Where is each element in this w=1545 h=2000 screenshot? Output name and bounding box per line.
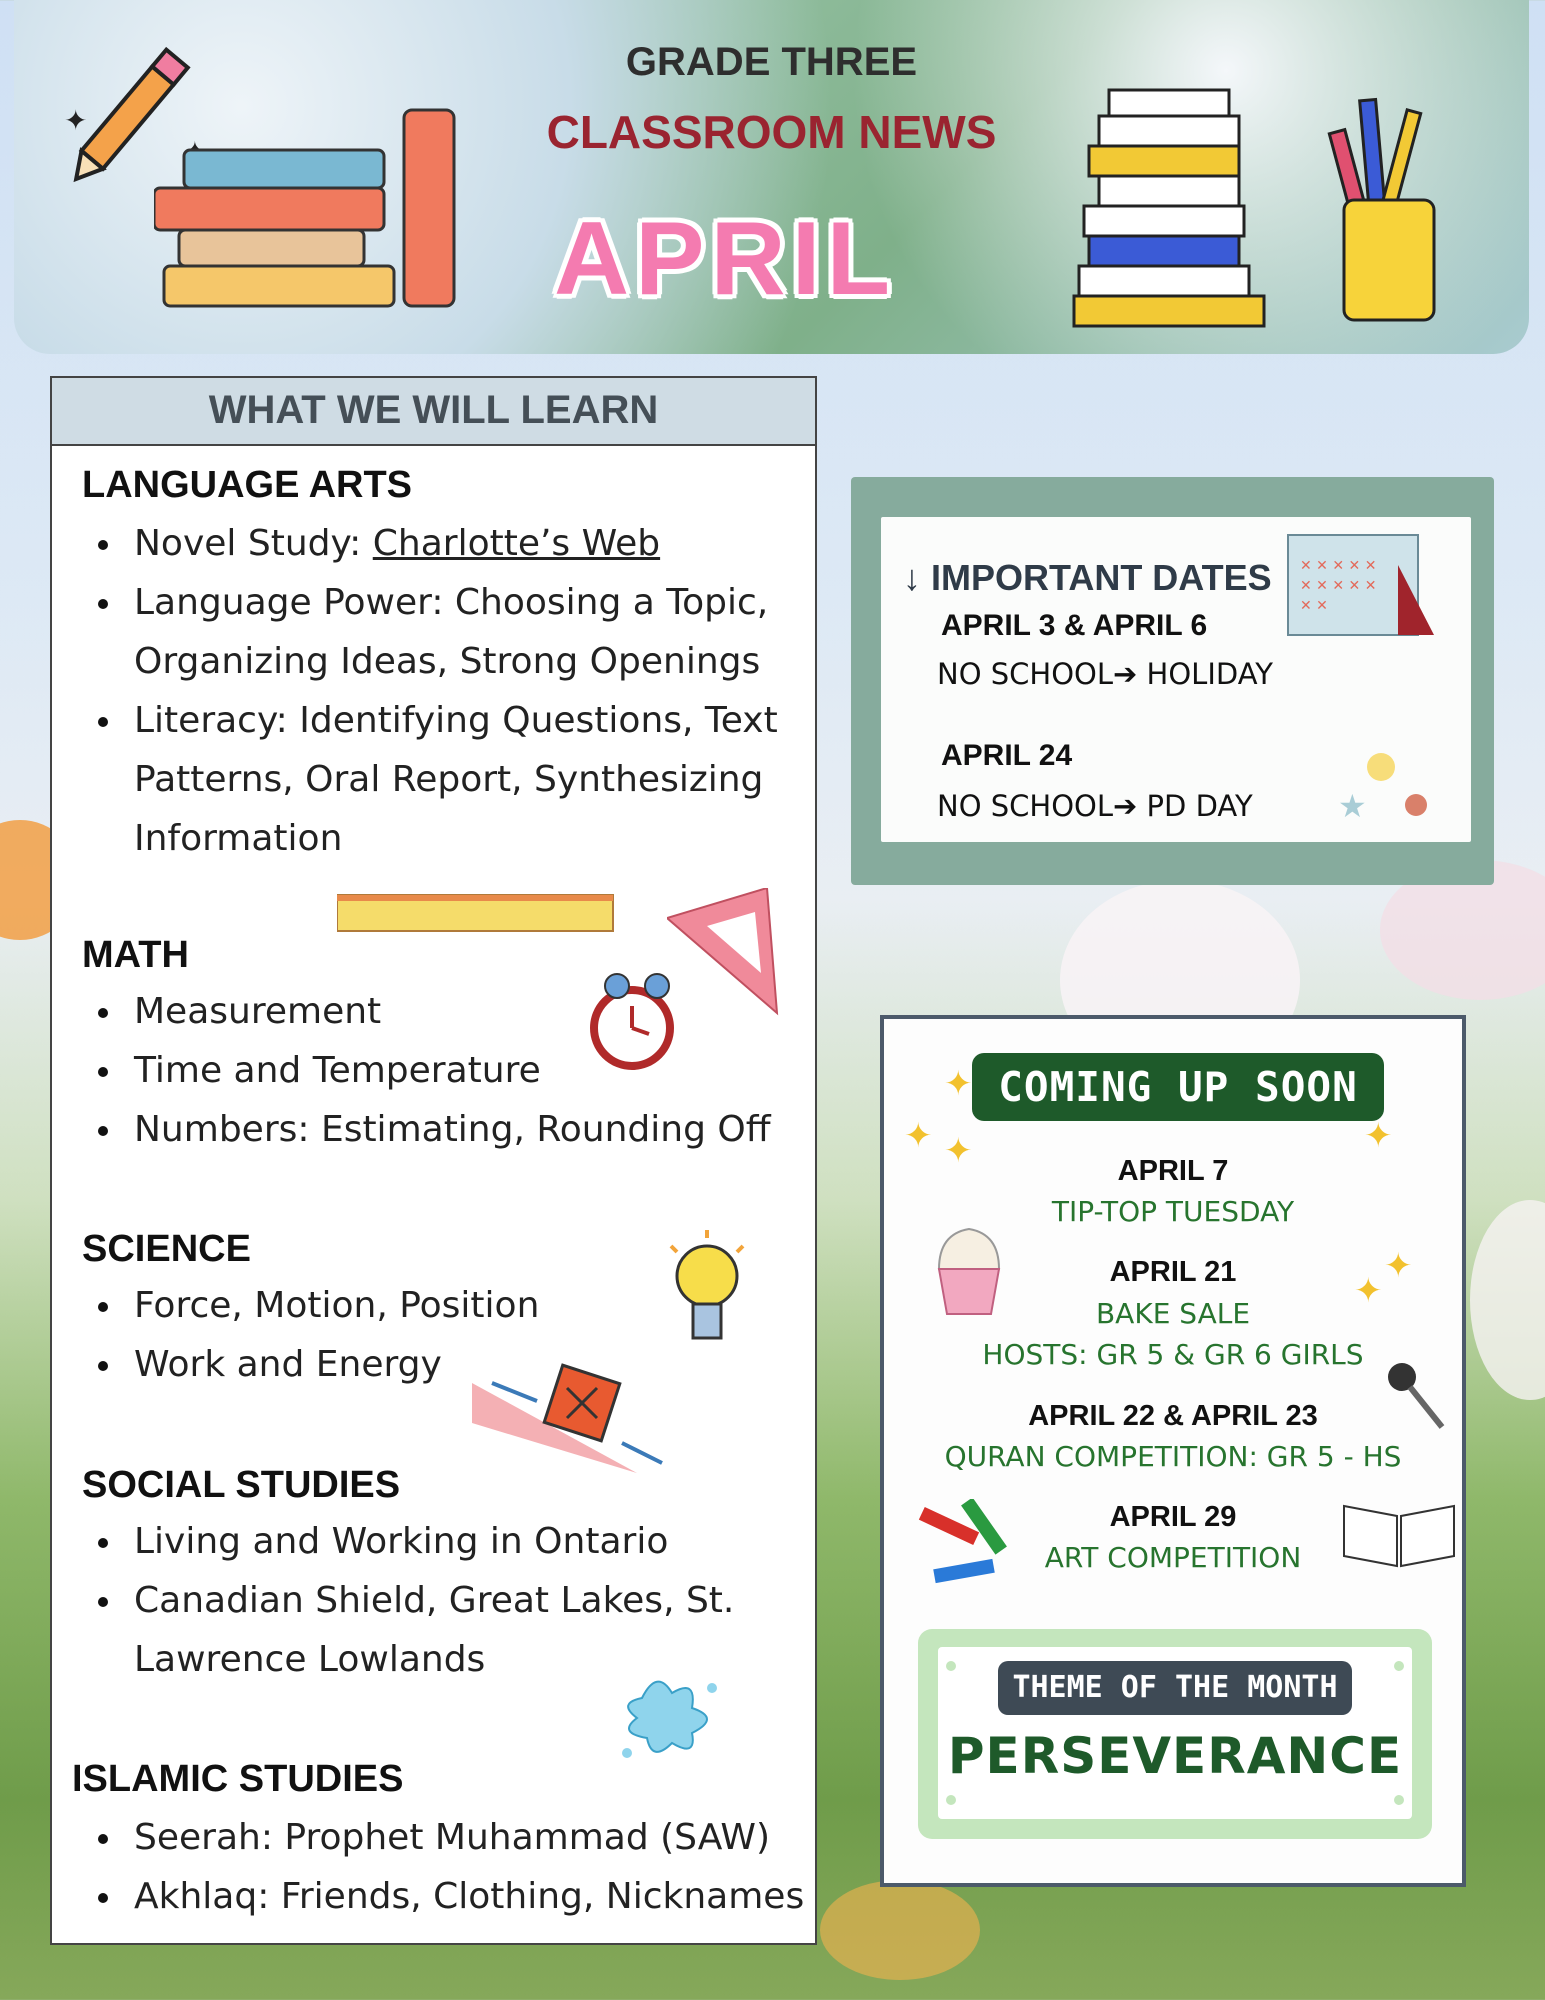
open-book-icon bbox=[1339, 1491, 1459, 1571]
list-item-text: Literacy: Identifying Questions, Text bbox=[134, 700, 778, 741]
sparkle-icon: ✦ bbox=[1384, 1246, 1413, 1286]
important-dates-board bbox=[851, 477, 1494, 885]
list-item: Numbers: Estimating, Rounding Off bbox=[134, 1100, 771, 1159]
list-item: Work and Energy bbox=[134, 1335, 539, 1394]
event-date: APRIL 29 bbox=[1109, 1501, 1237, 1533]
list-item: Living and Working in Ontario bbox=[134, 1512, 734, 1571]
sparkle-icon: ✦ bbox=[904, 1116, 933, 1156]
svg-text:✕ ✕ ✕ ✕ ✕: ✕ ✕ ✕ ✕ ✕ bbox=[1300, 558, 1377, 574]
svg-text:✕ ✕ ✕ ✕ ✕: ✕ ✕ ✕ ✕ ✕ bbox=[1300, 578, 1377, 594]
learning-panel bbox=[50, 376, 817, 1945]
event-date: APRIL 7 bbox=[1117, 1155, 1229, 1187]
subject-math: MATH bbox=[82, 934, 189, 976]
list-item: Measurement bbox=[134, 982, 771, 1041]
header-newsletter-title: CLASSROOM NEWS bbox=[546, 106, 997, 158]
learning-panel-heading: WHAT WE WILL LEARN bbox=[52, 378, 815, 446]
cupcake-icon bbox=[929, 1219, 1009, 1319]
theme-word: PERSEVERANCE bbox=[947, 1727, 1403, 1785]
list-item-text: Patterns, Oral Report, Synthesizing bbox=[134, 759, 764, 800]
card-pin bbox=[1394, 1795, 1404, 1805]
svg-text:★: ★ bbox=[1338, 787, 1367, 825]
star-decoration-icon bbox=[1336, 747, 1436, 827]
list-item bbox=[134, 573, 778, 691]
subject-islamic-studies: ISLAMIC STUDIES bbox=[72, 1758, 404, 1800]
inclined-plane-icon bbox=[472, 1363, 672, 1483]
date-entry: APRIL 3 & APRIL 6 bbox=[941, 609, 1208, 642]
event-name: TIP-TOP TUESDAY bbox=[1051, 1195, 1295, 1228]
event-date: APRIL 21 bbox=[1109, 1256, 1237, 1288]
subject-social-studies: SOCIAL STUDIES bbox=[82, 1464, 401, 1506]
date-note: NO SCHOOL➔ HOLIDAY bbox=[937, 657, 1273, 691]
list-item-text: Organizing Ideas, Strong Openings bbox=[134, 641, 761, 682]
list-item-text: Language Power: Choosing a Topic, bbox=[134, 582, 769, 623]
water-splash-icon bbox=[612, 1658, 732, 1778]
list-item-text: Information bbox=[134, 818, 343, 859]
background-flower bbox=[820, 1880, 980, 1980]
card-pin bbox=[946, 1661, 956, 1671]
coming-up-panel bbox=[880, 1015, 1466, 1887]
theme-label: THEME OF THE MONTH bbox=[998, 1661, 1352, 1715]
list-item: Force, Motion, Position bbox=[134, 1276, 539, 1335]
card-pin bbox=[1394, 1661, 1404, 1671]
event-name: ART COMPETITION bbox=[1044, 1541, 1302, 1574]
novel-title: Charlotte’s Web bbox=[372, 523, 661, 564]
pen-cup-icon bbox=[1324, 90, 1464, 330]
date-note: NO SCHOOL➔ PD DAY bbox=[937, 789, 1253, 823]
language-arts-list bbox=[82, 514, 778, 868]
list-item bbox=[134, 514, 778, 573]
crayons-icon bbox=[914, 1499, 1014, 1589]
svg-text:✕ ✕: ✕ ✕ bbox=[1300, 598, 1328, 614]
calendar-icon bbox=[1286, 525, 1436, 643]
event-date: APRIL 22 & APRIL 23 bbox=[1028, 1400, 1318, 1432]
sparkle-icon: ✦ bbox=[944, 1131, 973, 1171]
microphone-icon bbox=[1384, 1359, 1454, 1439]
sparkle-icon: ✦ bbox=[1354, 1271, 1383, 1311]
ruler-icon bbox=[337, 891, 617, 935]
sparkle-icon: ✦ bbox=[1364, 1116, 1393, 1156]
event-name: BAKE SALE bbox=[1095, 1297, 1251, 1330]
islamic-studies-list bbox=[82, 1808, 804, 1926]
light-bulb-icon bbox=[657, 1228, 757, 1358]
event-name: QURAN COMPETITION: GR 5 - HS bbox=[944, 1440, 1402, 1473]
coming-up-title: COMING UP SOON bbox=[972, 1053, 1384, 1121]
list-item-text: Canadian Shield, Great Lakes, St. bbox=[134, 1580, 735, 1621]
list-item: Time and Temperature bbox=[134, 1041, 771, 1100]
important-dates-title: ↓ IMPORTANT DATES bbox=[903, 557, 1272, 598]
sparkle-icon: ✦ bbox=[944, 1064, 973, 1104]
alarm-clock-icon bbox=[587, 968, 687, 1078]
list-item bbox=[134, 691, 778, 868]
card-pin bbox=[946, 1795, 956, 1805]
science-list bbox=[82, 1276, 539, 1394]
list-item: Seerah: Prophet Muhammad (SAW) bbox=[134, 1808, 804, 1867]
important-dates-card bbox=[881, 517, 1471, 842]
month-title: APRIL bbox=[554, 201, 896, 317]
theme-of-month bbox=[918, 1629, 1432, 1839]
subject-language-arts: LANGUAGE ARTS bbox=[82, 464, 413, 506]
list-item: Akhlaq: Friends, Clothing, Nicknames bbox=[134, 1867, 804, 1926]
date-entry: APRIL 24 bbox=[941, 739, 1073, 772]
books-icon bbox=[154, 100, 484, 320]
subject-science: SCIENCE bbox=[82, 1228, 251, 1270]
book-stack-icon bbox=[1069, 80, 1289, 340]
list-item-text: Lawrence Lowlands bbox=[134, 1639, 486, 1680]
svg-text:✦: ✦ bbox=[64, 104, 88, 137]
event-name: HOSTS: GR 5 & GR 6 GIRLS bbox=[982, 1338, 1364, 1371]
list-item-text: Novel Study: bbox=[134, 523, 373, 564]
theme-card bbox=[938, 1647, 1412, 1819]
header-banner bbox=[14, 0, 1529, 354]
header-grade: GRADE THREE bbox=[625, 40, 918, 84]
background-flower bbox=[1470, 1200, 1545, 1400]
